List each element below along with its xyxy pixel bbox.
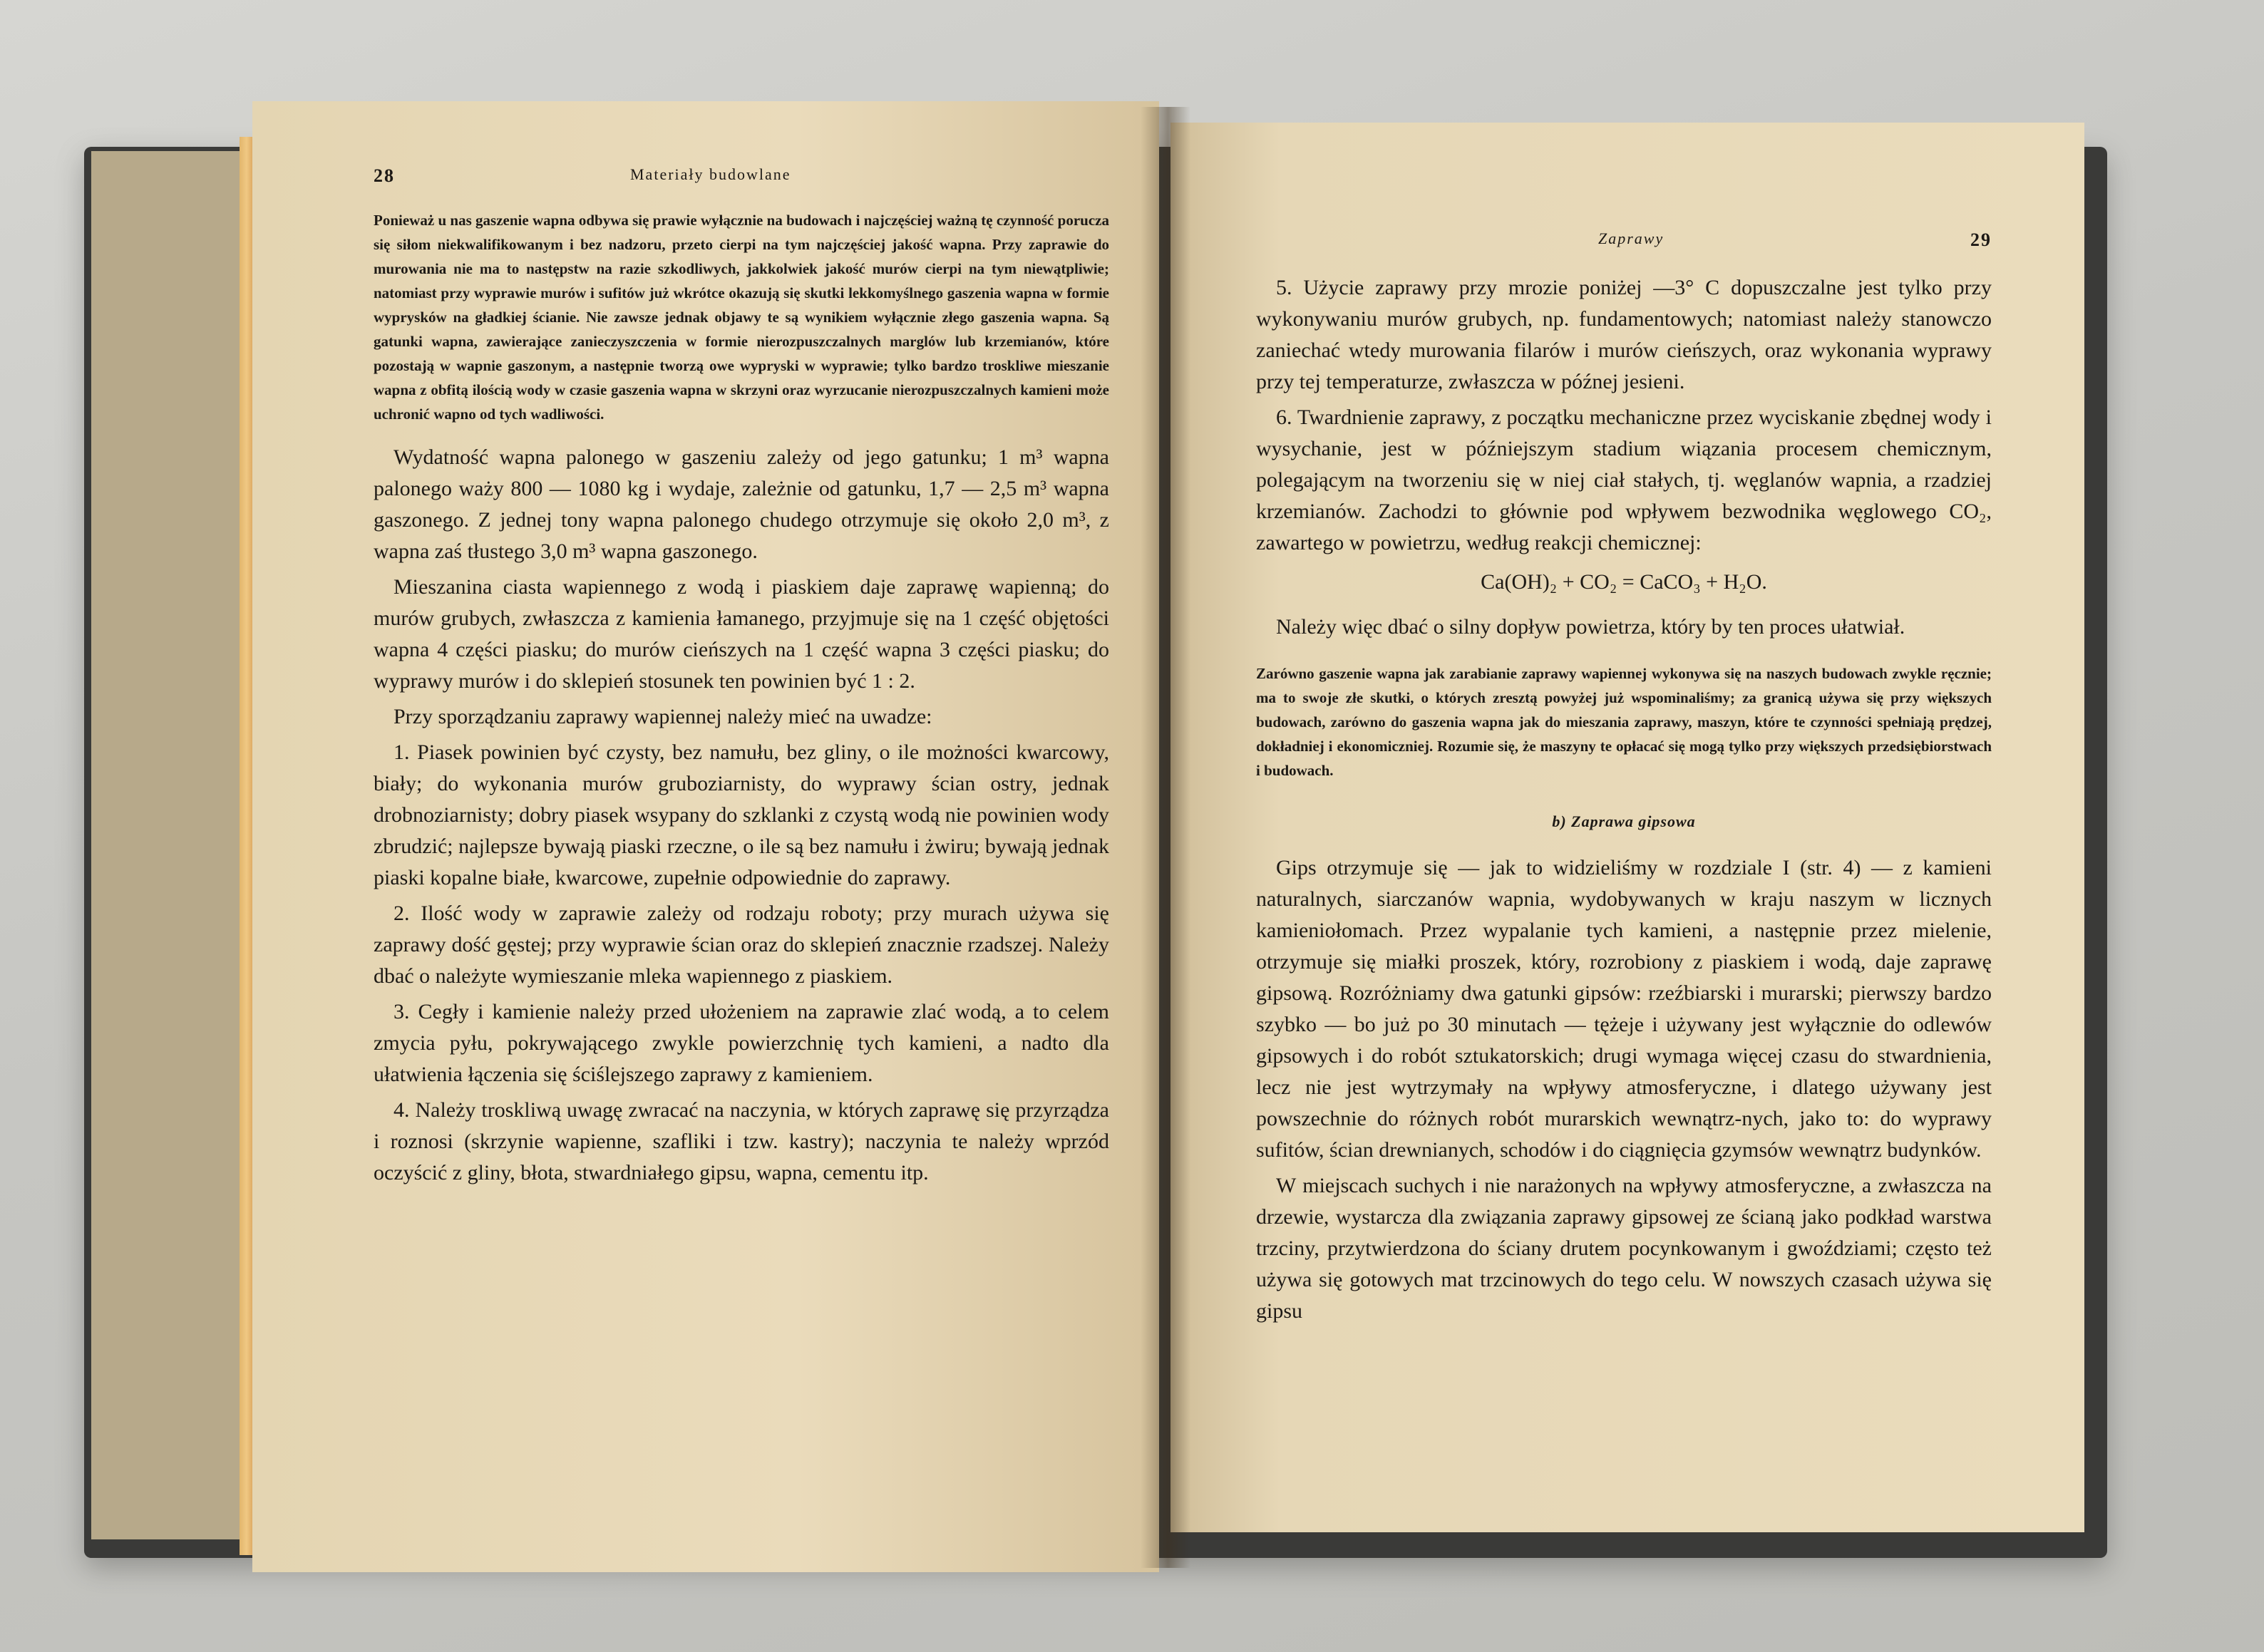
- book-gutter: [1141, 107, 1190, 1568]
- list-item: 2. Ilość wody w zaprawie zależy od rodzaju roboty; przy murach używa się zaprawy dość gęstej; przy wyprawie ścian oraz do sklepień znacznie rzadszej. Należy dbać o należyte wymieszanie mleka wapiennego z piaskiem.: [374, 902, 1109, 988]
- page-number: 28: [374, 165, 395, 186]
- list-item: 5. Użycie zaprawy przy mrozie poniżej —3° C dopuszczalne jest tylko przy wykonywaniu murów grubych, np. fundamentowych; natomiast należy stanowczo zaniechać wtedy murowania filarów i murów cieńszych, oraz wykonania wyprawy przy tej temperaturze, zwłaszcza w późnej jesieni.: [1256, 276, 1992, 393]
- page-edge: [240, 137, 254, 1555]
- small-print-note: Ponieważ u nas gaszenie wapna odbywa się prawie wyłącznie na budowach i najczęściej ważną tę czynność porucza się siłom niekwalifikowanym i bez nadzoru, przeto cierpi na tym najczęściej jakość wapna. Przy zaprawie do murowania nie ma to następstw na razie szkodliwych, jakkolwiek jakość murów cierpi na tym niewątpliwie; natomiast przy wyprawie murów i sufitów już wkrótce okazują się skutki lekkomyślnego gaszenia wapna w formie wyprysków na gładkiej ścianie. Nie zawsze jednak objawy te są wynikiem wyłącznie złego gaszenia wapna. Są gatunki wapna, zawierające zanieczyszczenia w formie nierozpuszczalnych marglów lub krzemianów, które pozostają w wapnie gaszonym, a następnie tworzą owe wypryski w wyprawie; tylko bardzo troskliwe mieszanie wapna z obfitą ilością wody w czasie gaszenia wapna w skrzyni oraz wyrzucanie nierozpuszczalnych kamieni może uchronić wapno od tych wadliwości.: [374, 212, 1109, 423]
- list-item: 6. Twardnienie zaprawy, z początku mechaniczne przez wyciskanie zbędnej wody i wysychanie, jest w późniejszym stadium wiązania procesem chemicznym, polegającym na tworzeniu się w niej ciał stałych, tj. węglanów wapnia, a rzadziej krzemianów. Zachodzi to głównie pod wpływem bezwodnika węglowego CO₂, zawartego w powietrzu, według reakcji chemicznej:: [1256, 406, 1992, 554]
- left-page-header: [374, 165, 1109, 208]
- paragraph: Przy sporządzaniu zaprawy wapiennej należy mieć na uwadze:: [393, 705, 932, 728]
- right-page: [1170, 123, 2084, 1532]
- flyleaf: [91, 151, 257, 1539]
- list-item: 1. Piasek powinien być czysty, bez namułu, bez gliny, o ile możności kwarcowy, biały; do wykonania murów gruboziarnisty, do wyprawy ścian ostry, jednak drobnoziarnisty; dobry piasek wsypany do szklanki z czystą wodą nie powinien wody zbrudzić; najlepsze bywają piaski rzeczne, o ile są bez namułu i żwiru; bywają jednak piaski kopalne białe, kwarcowe, zupełnie odpowiednie do zaprawy.: [374, 740, 1109, 889]
- running-title: Zaprawy: [1598, 229, 1664, 247]
- list-item: 3. Cegły i kamienie należy przed ułożeniem na zaprawie zlać wodą, a to celem zmycia pyłu, pokrywającego zwykle powierzchnię tych kamieni, a nadto dla ułatwienia łączenia się ściślejszego zaprawy z kamieniem.: [374, 1000, 1109, 1086]
- paragraph: Wydatność wapna palonego w gaszeniu zależy od jego gatunku; 1 m³ wapna palonego waży 800 — 1080 kg i wydaje, zależnie od gatunku, 1,7 — 2,5 m³ wapna gaszonego. Z jednej tony wapna palonego chudego otrzymuje się około 2,0 m³, z wapna zaś tłustego 3,0 m³ wapna gaszonego.: [374, 445, 1109, 563]
- right-page-header: [1256, 229, 1992, 272]
- paragraph: Gips otrzymuje się — jak to widzieliśmy w rozdziale I (str. 4) — z kamieni naturalnych, siarczanów wapnia, wydobywanych w kraju naszym w licznych kamieniołomach. Przez wypalanie tych kamieni, a następnie przez mielenie, otrzymuje się miałki proszek, który, rozrobiony z piaskiem i wodą, daje zaprawę gipsową. Rozróżniamy dwa gatunki gipsów: rzeźbiarski i murarski; pierwszy bardzo szybko — bo już po 30 minutach — tężeje i używany jest wyłącznie do odlewów gipsowych i do robót sztukatorskich; drugi wymaga więcej czasu do stwardnienia, lecz nie jest wytrzymały na wpływy atmosferyczne, i dlatego używany jest powszechnie do różnych robót murarskich wewnątrz-nych, jako to: do wyprawy sufitów, ścian drewnianych, schodów i do ciągnięcia gzymsów wewnątrz budynków.: [1256, 856, 1992, 1162]
- small-print-note: Zarówno gaszenie wapna jak zarabianie zaprawy wapiennej wykonywa się na naszych budowach zwykle ręcznie; ma to swoje złe skutki, o których zresztą powyżej już wspominaliśmy; za granicą używa się przy większych budowach, zarówno do gaszenia wapna jak do mieszania zaprawy, maszyn, które te czynności spełniają prędzej, dokładniej i ekonomiczniej. Rozumie się, że maszyny te opłacać się mogą tylko przy większych przedsiębiorstwach i budowach.: [1256, 665, 1992, 779]
- paragraph: Należy więc dbać o silny dopływ powietrza, który by ten proces ułatwiał.: [1276, 615, 1905, 639]
- page-number: 29: [1970, 229, 1992, 250]
- list-item: 4. Należy troskliwą uwagę zwracać na naczynia, w których zaprawę się przyrządza i roznosi (skrzynie wapienne, szafliki i tzw. kastry); naczynia te należy wprzód oczyścić z gliny, błota, stwardniałego gipsu, wapna, cementu itp.: [374, 1098, 1109, 1184]
- paragraph: W miejscach suchych i nie narażonych na wpływy atmosferyczne, a zwłaszcza na drzewie, wystarcza dla związania zaprawy gipsowej ze ścianą jako podkład warstwa trzciny, przytwierdzona do ściany drutem pocynkowanym i gwoździami; często też używa się gotowych mat trzcinowych do tego celu. W nowszych czasach używa się gipsu: [1256, 1174, 1992, 1323]
- chemical-formula: Ca(OH)₂ + CO₂ = CaCO₃ + H₂O.: [1481, 570, 1767, 594]
- left-page: [252, 101, 1159, 1572]
- running-title: Materiały budowlane: [630, 165, 791, 183]
- section-heading: b) Zaprawa gipsowa: [1552, 812, 1696, 830]
- paragraph: Mieszanina ciasta wapiennego z wodą i piaskiem daje zaprawę wapienną; do murów grubych, zwłaszcza z kamienia łamanego, przyjmuje się na 1 część objętości wapna 4 części piasku; do murów cieńszych na 1 część wapna 3 części piasku; do wyprawy murów i do sklepień stosunek ten powinien być 1 : 2.: [374, 575, 1109, 693]
